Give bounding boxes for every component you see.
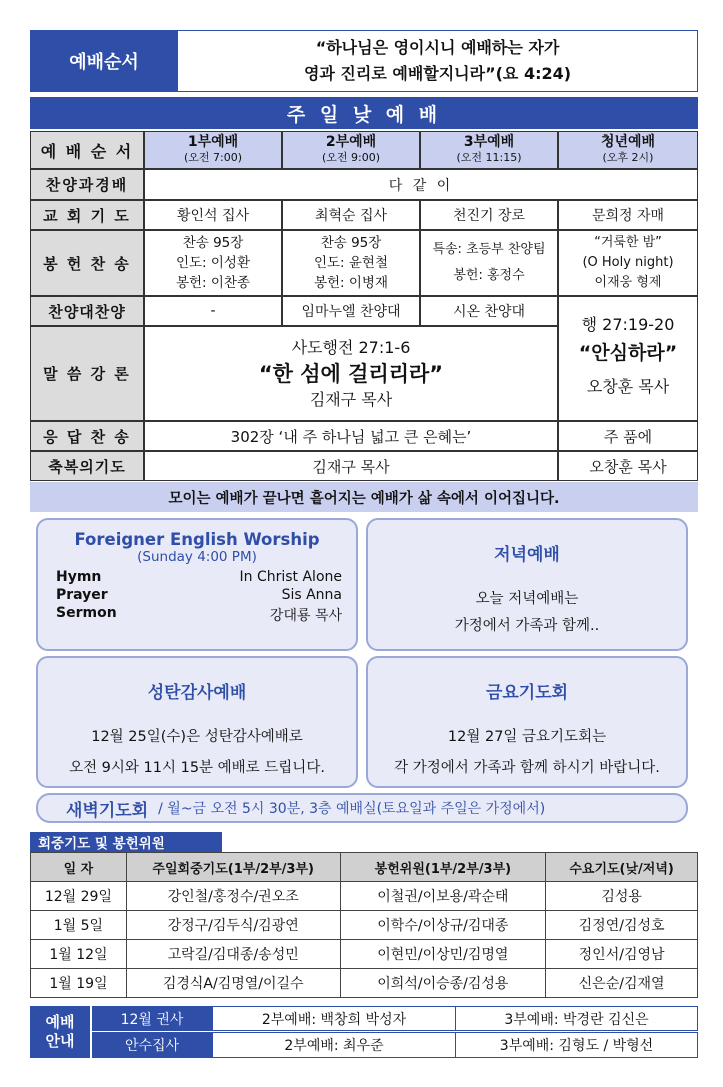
table-cell: 강정구/김두식/김광연 — [126, 911, 340, 940]
row-label-prayer: 교 회 기 도 — [30, 200, 144, 230]
evening-line2: 가정에서 가족과 함께.. — [454, 618, 600, 634]
offering-4: “거룩한 밤” (O Holy night) 이재웅 형제 — [558, 230, 698, 296]
youth-sermon — [558, 296, 698, 421]
col-header-2: 2부예배 (오전 9:00) — [282, 131, 420, 169]
guide-label: 예배 안내 — [30, 1006, 90, 1058]
table-cell: 이희석/이승종/김성용 — [340, 969, 546, 998]
table-row — [31, 940, 698, 969]
order-label-box — [30, 30, 178, 92]
evening-line1: 오늘 저녁예배는 — [475, 591, 579, 607]
choir-3: 시온 찬양대 — [420, 296, 558, 326]
english-title: Foreigner English Worship — [74, 530, 320, 549]
table-cell: 신은순/김재열 — [546, 969, 698, 998]
verse-line-1: “하나님은 영이시니 예배하는 자가 — [315, 38, 560, 57]
christmas-line2: 오전 9시와 11시 15분 예배로 드립니다. — [69, 760, 325, 776]
guide-value: 2부예배: 백창희 박성자 — [212, 1006, 456, 1031]
committee-header: 일 자 — [31, 853, 127, 882]
row-label-choir: 찬양대찬양 — [30, 296, 144, 326]
praise-value: 다 같 이 — [144, 169, 698, 200]
guide-value: 2부예배: 최우준 — [212, 1032, 456, 1058]
youth-passage: 행 27:19-20 — [581, 314, 675, 334]
table-row — [31, 911, 698, 940]
prayer-3: 천진기 장로 — [420, 200, 558, 230]
english-item-hymn: Hymn In Christ Alone — [56, 569, 342, 585]
youth-preacher: 오창훈 목사 — [586, 376, 670, 396]
evening-worship-card — [366, 518, 688, 651]
committee-header-row — [31, 853, 698, 882]
sermon-main — [144, 326, 558, 421]
friday-line1: 12월 27일 금요기도회는 — [447, 729, 607, 745]
friday-prayer-card — [366, 656, 688, 788]
guide-value: 3부예배: 김형도 / 박형선 — [456, 1032, 698, 1058]
english-worship-card — [36, 518, 358, 651]
guide-row-1 — [92, 1006, 698, 1031]
table-cell: 12월 29일 — [31, 882, 127, 911]
committee-header: 주일회중기도(1부/2부/3부) — [126, 853, 340, 882]
offering-1: 찬송 95장 인도: 이성환 봉헌: 이찬종 — [144, 230, 282, 296]
english-item-prayer: Prayer Sis Anna — [56, 587, 342, 603]
order-label: 예배순서 — [69, 52, 139, 73]
sermon-title: “한 섬에 걸리리라” — [258, 361, 444, 386]
col-header-4: 청년예배 (오후 2시) — [558, 131, 698, 169]
table-cell: 김경식A/김명열/이길수 — [126, 969, 340, 998]
friday-line2: 각 가정에서 가족과 함께 하시기 바랍니다. — [394, 760, 660, 776]
verse-line-2: 영과 진리로 예배할지니라”(요 4:24) — [303, 64, 572, 83]
sermon-passage: 사도행전 27:1-6 — [291, 337, 411, 357]
table-cell: 1월 19일 — [31, 969, 127, 998]
verse-box — [178, 30, 698, 92]
table-cell: 김성용 — [546, 882, 698, 911]
english-item-sermon: Sermon 강대룡 목사 — [56, 605, 342, 624]
response-value: 302장 ‘내 주 하나님 넓고 큰 은혜는’ — [144, 421, 558, 451]
table-cell: 이학수/이상규/김대종 — [340, 911, 546, 940]
table-cell: 고락길/김대종/송성민 — [126, 940, 340, 969]
table-cell: 정인서/김영남 — [546, 940, 698, 969]
dawn-text: / 월~금 오전 5시 30분, 3층 예배실(토요일과 주일은 가정에서) — [158, 801, 546, 817]
table-cell: 1월 12일 — [31, 940, 127, 969]
choir-2: 임마누엘 찬양대 — [282, 296, 420, 326]
dawn-title: 새벽기도회 — [66, 800, 149, 821]
sermon-preacher: 김재구 목사 — [309, 389, 393, 409]
evening-title: 저녁예배 — [494, 545, 560, 565]
table-row — [31, 882, 698, 911]
col-header-1: 1부예배 (오전 7:00) — [144, 131, 282, 169]
table-cell: 김정연/김성호 — [546, 911, 698, 940]
table-cell: 1월 5일 — [31, 911, 127, 940]
dawn-prayer-strip — [36, 793, 688, 823]
col-header-3: 3부예배 (오전 11:15) — [420, 131, 558, 169]
prayer-2: 최혁순 집사 — [282, 200, 420, 230]
table-row — [31, 969, 698, 998]
row-label-header: 예 배 순 서 — [30, 131, 144, 169]
christmas-title: 성탄감사예배 — [147, 683, 247, 703]
christmas-line1: 12월 25일(수)은 성탄감사예배로 — [91, 729, 303, 745]
choir-1: - — [144, 296, 282, 326]
row-label-benediction: 축복의기도 — [30, 451, 144, 481]
guide-row-2 — [92, 1032, 698, 1058]
committee-table — [30, 852, 698, 998]
scatter-banner: 모이는 예배가 끝나면 흩어지는 예배가 삶 속에서 이어집니다. — [30, 482, 698, 512]
table-cell: 이철권/이보용/곽순태 — [340, 882, 546, 911]
response-youth: 주 품에 — [558, 421, 698, 451]
table-cell: 이현민/이상민/김명열 — [340, 940, 546, 969]
committee-header: 수요기도(낮/저녁) — [546, 853, 698, 882]
prayer-4: 문희정 자매 — [558, 200, 698, 230]
christmas-worship-card — [36, 656, 358, 788]
offering-2: 찬송 95장 인도: 윤현철 봉헌: 이병재 — [282, 230, 420, 296]
committee-header: 봉헌위원(1부/2부/3부) — [340, 853, 546, 882]
prayer-1: 황인석 집사 — [144, 200, 282, 230]
section-title-text: 주 일 낮 예 배 — [286, 103, 442, 126]
guide-value: 3부예배: 박경란 김신은 — [456, 1006, 698, 1031]
guide-key: 안수집사 — [92, 1032, 212, 1058]
row-label-response: 응 답 찬 송 — [30, 421, 144, 451]
table-cell: 강인철/홍정수/권오조 — [126, 882, 340, 911]
row-label-praise: 찬양과경배 — [30, 169, 144, 200]
friday-title: 금요기도회 — [485, 683, 569, 703]
section-title — [30, 97, 698, 129]
offering-3: 특송: 초등부 찬양팀 봉헌: 홍정수 — [420, 230, 558, 296]
benediction-youth: 오창훈 목사 — [558, 451, 698, 481]
committee-label: 회중기도 및 봉헌위원 — [30, 832, 222, 852]
row-label-sermon: 말 씀 강 론 — [30, 326, 144, 421]
row-label-offering: 봉 헌 찬 송 — [30, 230, 144, 296]
guide-key: 12월 권사 — [92, 1006, 212, 1031]
youth-title: “안심하라” — [578, 341, 678, 364]
benediction-value: 김재구 목사 — [144, 451, 558, 481]
english-time: (Sunday 4:00 PM) — [137, 549, 257, 565]
